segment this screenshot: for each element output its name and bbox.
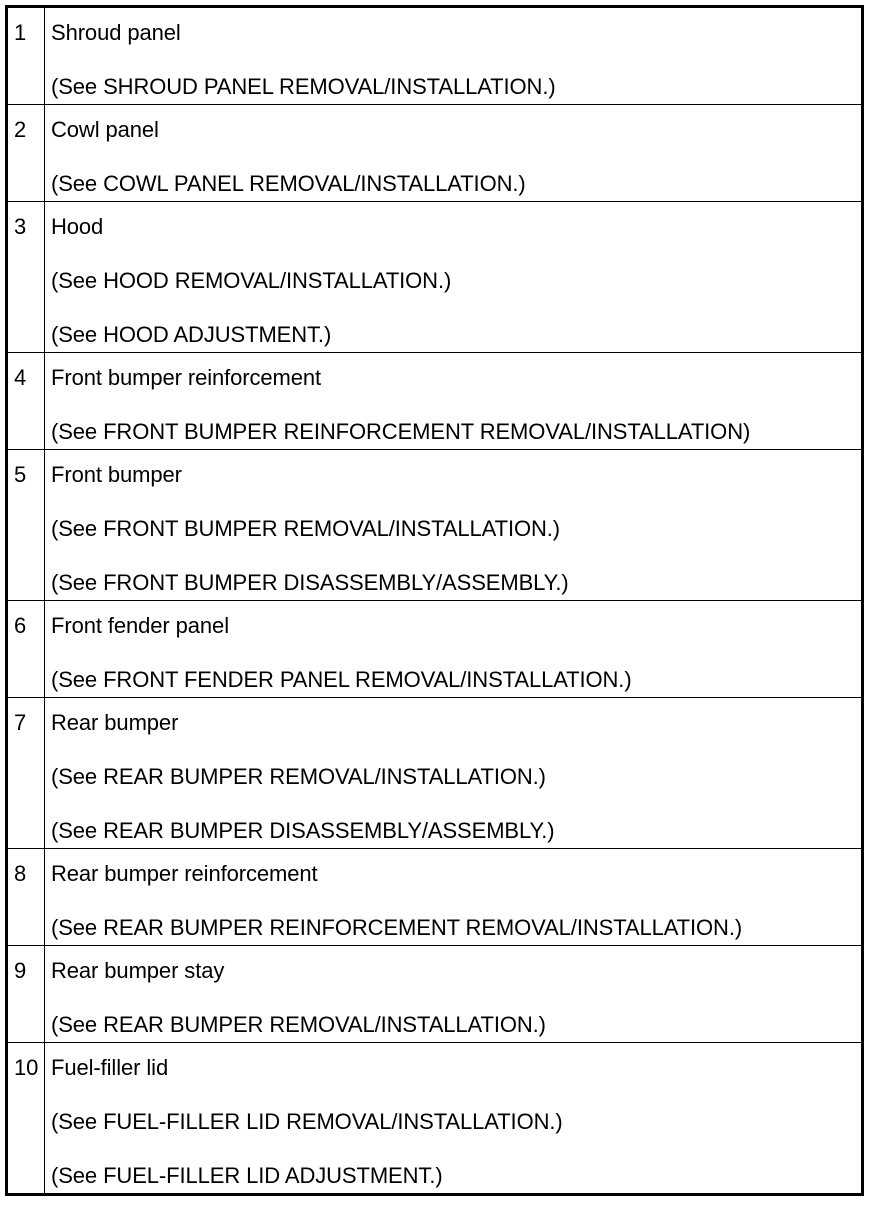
parts-reference-table (5, 5, 864, 1196)
item-number-cell (7, 946, 45, 1043)
part-name: Hood (51, 214, 104, 239)
item-description-cell (45, 202, 863, 353)
procedure-reference: (See REAR BUMPER DISASSEMBLY/ASSEMBLY.) (51, 818, 555, 843)
table-row (7, 353, 863, 450)
item-number-cell (7, 7, 45, 105)
item-number-cell (7, 202, 45, 353)
procedure-reference: (See REAR BUMPER REINFORCEMENT REMOVAL/INSTALLATION.) (51, 915, 743, 940)
table-row (7, 849, 863, 946)
item-number: 10 (14, 1055, 39, 1080)
table-row (7, 7, 863, 105)
item-number-cell (7, 105, 45, 202)
item-number-cell (7, 849, 45, 946)
procedure-reference: (See REAR BUMPER REMOVAL/INSTALLATION.) (51, 764, 546, 789)
item-number: 7 (14, 710, 27, 735)
item-number-cell (7, 698, 45, 849)
item-description-cell (45, 7, 863, 105)
item-description-cell (45, 450, 863, 601)
item-number: 3 (14, 214, 27, 239)
part-name: Front bumper reinforcement (51, 365, 322, 390)
procedure-reference: (See FRONT FENDER PANEL REMOVAL/INSTALLATION.) (51, 667, 632, 692)
table-row (7, 450, 863, 601)
table-row (7, 105, 863, 202)
table-row (7, 698, 863, 849)
part-name: Rear bumper (51, 710, 179, 735)
procedure-reference: (See COWL PANEL REMOVAL/INSTALLATION.) (51, 171, 526, 196)
item-description-cell (45, 849, 863, 946)
procedure-reference: (See HOOD ADJUSTMENT.) (51, 322, 332, 347)
item-number-cell (7, 601, 45, 698)
item-description-cell (45, 946, 863, 1043)
procedure-reference: (See REAR BUMPER REMOVAL/INSTALLATION.) (51, 1012, 546, 1037)
item-number: 1 (14, 20, 27, 45)
part-name: Cowl panel (51, 117, 159, 142)
item-number: 8 (14, 861, 27, 886)
part-name: Rear bumper stay (51, 958, 225, 983)
item-number-cell (7, 353, 45, 450)
item-description-cell (45, 105, 863, 202)
item-description-cell (45, 1043, 863, 1195)
part-name: Front fender panel (51, 613, 229, 638)
procedure-reference: (See FUEL-FILLER LID REMOVAL/INSTALLATION.) (51, 1109, 563, 1134)
part-name: Fuel-filler lid (51, 1055, 169, 1080)
part-name: Rear bumper reinforcement (51, 861, 318, 886)
item-number: 2 (14, 117, 27, 142)
item-description-cell (45, 353, 863, 450)
item-number: 5 (14, 462, 27, 487)
part-name: Shroud panel (51, 20, 181, 45)
procedure-reference: (See HOOD REMOVAL/INSTALLATION.) (51, 268, 452, 293)
table-row (7, 202, 863, 353)
procedure-reference: (See FUEL-FILLER LID ADJUSTMENT.) (51, 1163, 443, 1188)
table-row (7, 601, 863, 698)
procedure-reference: (See SHROUD PANEL REMOVAL/INSTALLATION.) (51, 74, 556, 99)
item-number: 9 (14, 958, 27, 983)
table-row (7, 1043, 863, 1195)
procedure-reference: (See FRONT BUMPER REMOVAL/INSTALLATION.) (51, 516, 561, 541)
part-name: Front bumper (51, 462, 182, 487)
item-description-cell (45, 601, 863, 698)
table-body (7, 7, 863, 1195)
item-number-cell (7, 1043, 45, 1195)
procedure-reference: (See FRONT BUMPER DISASSEMBLY/ASSEMBLY.) (51, 570, 569, 595)
item-description-cell (45, 698, 863, 849)
item-number: 6 (14, 613, 27, 638)
item-number: 4 (14, 365, 27, 390)
procedure-reference: (See FRONT BUMPER REINFORCEMENT REMOVAL/INSTALLATION) (51, 419, 751, 444)
table-row (7, 946, 863, 1043)
item-number-cell (7, 450, 45, 601)
